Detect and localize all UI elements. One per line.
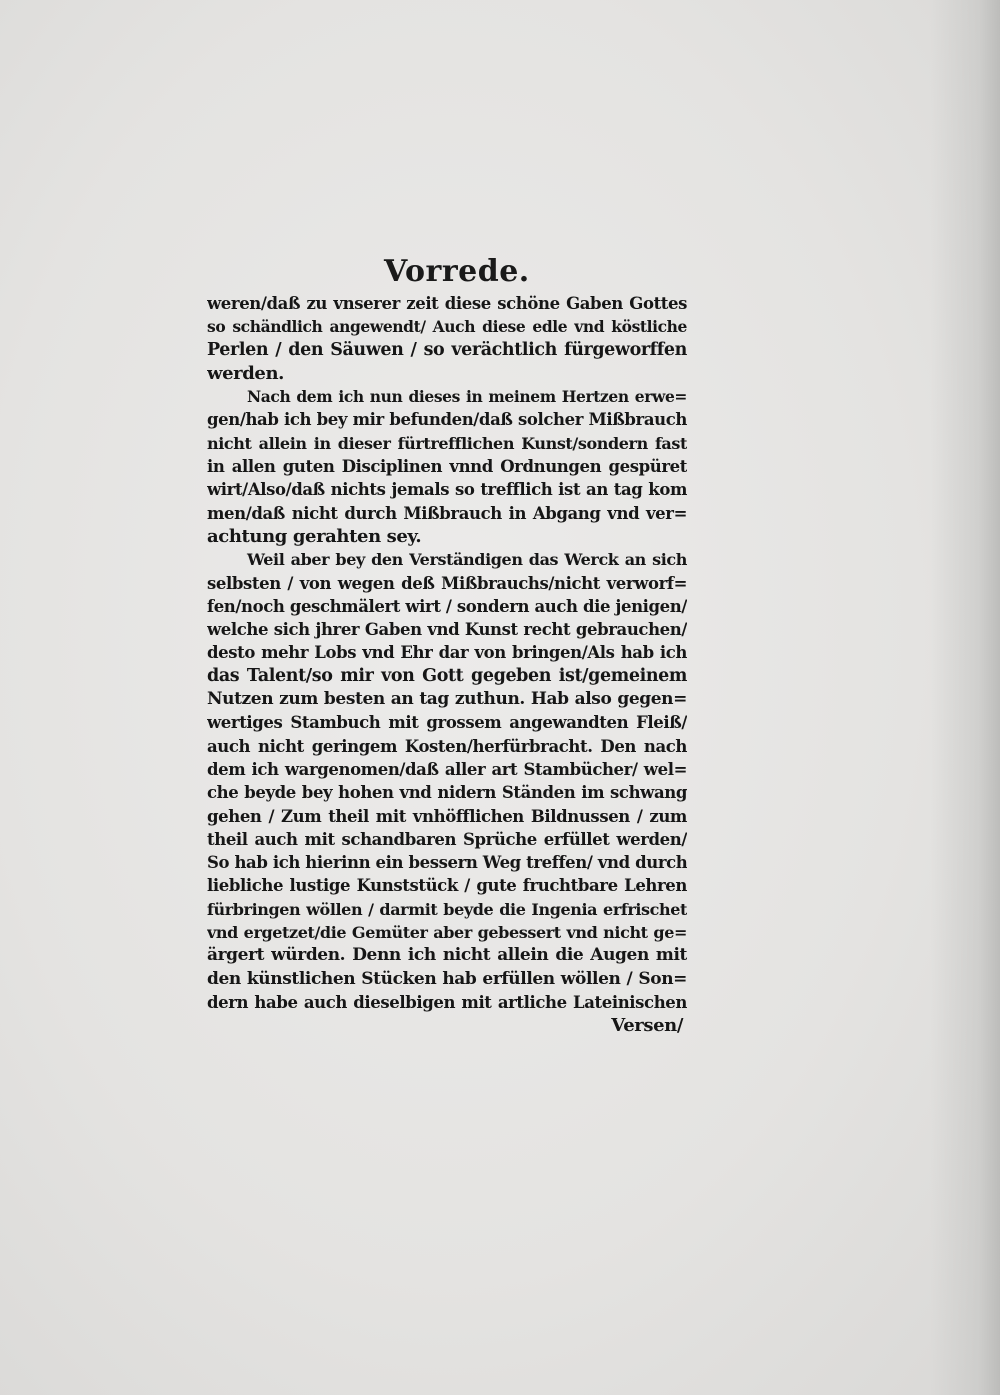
text-line: nicht allein in dieser fürtrefflichen Kunst/sondern fast bbox=[207, 433, 687, 453]
text-line: weren/daß zu vnserer zeit diese schöne Gaben Gottes bbox=[207, 294, 687, 313]
text-line: werden. bbox=[207, 362, 285, 384]
text-line: wirt/Also/daß nichts jemals so trefflich ist an tag kom bbox=[207, 480, 687, 500]
catchword: Versen/ bbox=[611, 1015, 683, 1037]
text-line: so schändlich angewendt/ Auch diese edle vnd köstliche bbox=[207, 317, 687, 337]
text-block bbox=[207, 292, 687, 1038]
text-line: vnd ergetzet/die Gemüter aber gebessert vnd nicht ge= bbox=[207, 923, 687, 943]
text-line: dern habe auch dieselbigen mit artliche Lateinischen bbox=[207, 992, 687, 1012]
text-line: desto mehr Lobs vnd Ehr dar von bringen/Als hab ich bbox=[207, 643, 687, 663]
text-line: Nutzen zum besten an tag zuthun. Hab also gegen= bbox=[207, 689, 687, 710]
text-line: dem ich wargenomen/daß aller art Stambücher/ wel= bbox=[207, 759, 687, 779]
text-line: fen/noch geschmälert wirt / sondern auch die jenigen/ bbox=[207, 596, 687, 616]
page-heading: Vorrede. bbox=[384, 254, 530, 289]
text-line: den künstlichen Stücken hab erfüllen wöllen / Son= bbox=[207, 968, 687, 989]
text-line: selbsten / von wegen deß Mißbrauchs/nicht verworf= bbox=[207, 573, 687, 593]
text-line: auch nicht geringem Kosten/herfürbracht. Den nach bbox=[207, 736, 687, 756]
text-line: wertiges Stambuch mit grossem angewandten Fleiß/ bbox=[207, 713, 687, 733]
text-line: Nach dem ich nun dieses in meinem Hertzen erwe= bbox=[247, 387, 687, 407]
text-line: So hab ich hierinn ein bessern Weg treffen/ vnd durch bbox=[207, 853, 687, 873]
text-line: theil auch mit schandbaren Sprüche erfüllet werden/ bbox=[207, 829, 687, 849]
text-line: welche sich jhrer Gaben vnd Kunst recht gebrauchen/ bbox=[207, 620, 687, 640]
text-line: das Talent/so mir von Gott gegeben ist/gemeinem bbox=[207, 665, 687, 686]
text-line: Perlen / den Säuwen / so verächtlich fürgeworffen bbox=[207, 339, 687, 360]
text-line: Weil aber bey den Verständigen das Werck an sich bbox=[247, 550, 687, 570]
text-line: in allen guten Disciplinen vnnd Ordnungen gespüret bbox=[207, 457, 687, 477]
text-line: achtung gerahten sey. bbox=[207, 525, 422, 547]
text-line: gen/hab ich bey mir befunden/daß solcher Mißbrauch bbox=[207, 410, 687, 430]
text-line: fürbringen wöllen / darmit beyde die Ingenia erfrischet bbox=[207, 899, 687, 919]
text-line: che beyde bey hohen vnd nidern Ständen im schwang bbox=[207, 783, 687, 803]
page-edge-shadow bbox=[930, 0, 1000, 1395]
text-line: men/daß nicht durch Mißbrauch in Abgang vnd ver= bbox=[207, 503, 687, 523]
text-line: gehen / Zum theil mit vnhöfflichen Bildnussen / zum bbox=[207, 806, 687, 826]
text-line: liebliche lustige Kunststück / gute fruchtbare Lehren bbox=[207, 876, 687, 896]
text-line: ärgert würden. Denn ich nicht allein die Augen mit bbox=[207, 945, 687, 966]
